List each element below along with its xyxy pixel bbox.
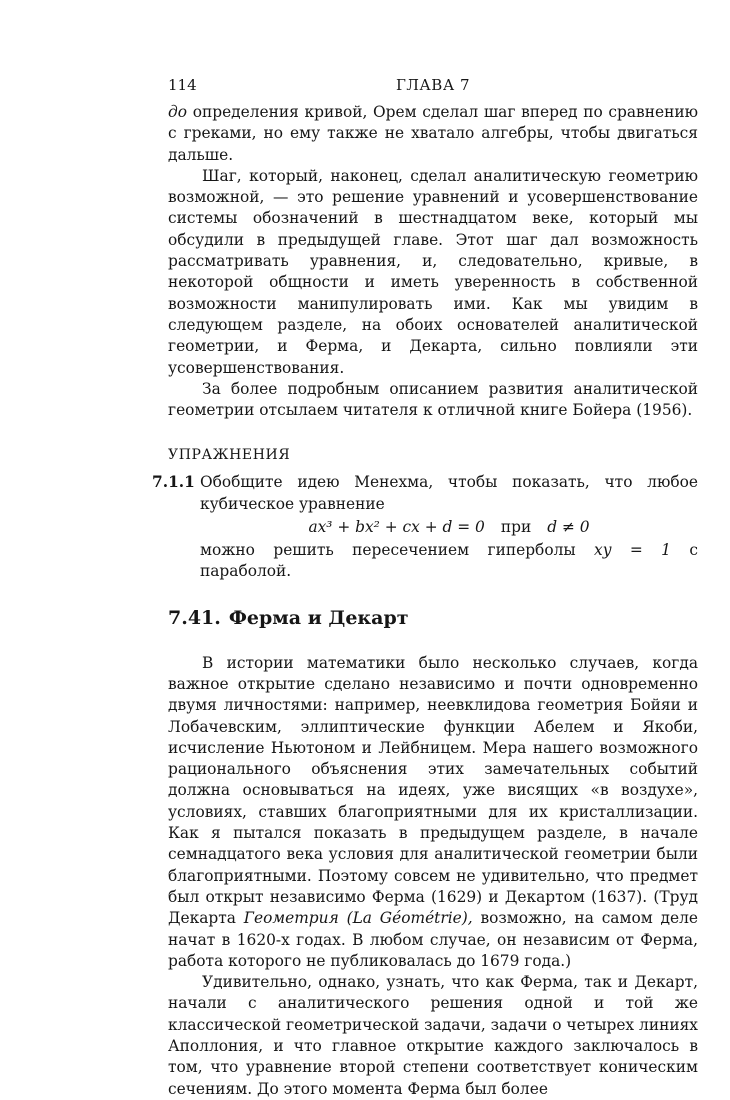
paragraph: Удивительно, однако, узнать, что как Ферма, так и Декарт, начали с аналитического решения одной и той же классической геометрической задачи, задачи о четырех линиях Аполлония, и что главное открытие каждого заключалось в том, что уравнение второй степени соответствует коническим сечениям. До этого момента Ферма был более (168, 973, 698, 1098)
page-number: 114 (168, 76, 197, 94)
book-title-italic: Геометрия (La Géométrie), (243, 909, 473, 928)
followup-text-end: с параболой. (200, 541, 698, 581)
formula-equation: ax³ + bx² + cx + d = 0 (308, 518, 485, 537)
italic-lead: до (168, 103, 188, 121)
paragraph: Шаг, который, наконец, сделал аналитическую геометрию возможной, — это решение уравнений и усовершенствование системы обозначений в шестнадцатом веке, который мы обсудили в предыдущей главе. Этот шаг дал возможность рассматривать уравнения, и, следовательно, кривые, в некоторой общности и иметь уверенность в собственной возможности манипулировать ими. Как мы увидим в следующем разделе, на обоих основателей аналитической геометрии, и Ферма, и Декарта, сильно повлияли эти усовершенствования. (168, 166, 698, 377)
formula-condition: d ≠ 0 (547, 518, 590, 537)
paragraph-continuation (168, 102, 698, 166)
book-page (152, 76, 698, 1100)
paragraph (168, 653, 698, 972)
formula-word: при (500, 518, 532, 537)
exercise-followup (200, 540, 698, 583)
paragraph-text: определения кривой, Орем сделал шаг вперед по сравнению с греками, но ему также не хватало алгебры, чтобы двигаться дальше. (168, 103, 698, 164)
section-number: 7.41. (168, 606, 221, 629)
paragraph: За более подробным описанием развития аналитической геометрии отсылаем читателя к отличной книге Бойера (1956). (168, 379, 698, 420)
paragraph-text: В истории математики было несколько случаев, когда важное открытие сделано независимо и почти одновременно двумя личностями: например, неевклидова геометрия Бойяи и Лобачевским, эллиптические функции Абелем и Якоби, исчисление Ньютоном и Лейбницем. Мера нашего возможного рационального объяснения этих замечательных событий должна основываться на идеях, уже висящих «в воздухе», условиях, ставших благоприятными для их кристаллизации. Как я пытался показать в предыдущем разделе, в начале семнадцатого века условия для аналитической геометрии были благоприятными. Поэтому совсем не удивительно, что предмет был открыт независимо Ферма (1629) и Декартом (1637). (Труд Декарта (168, 653, 698, 928)
followup-math: xy = 1 (594, 541, 671, 560)
exercise-text: Обобщите идею Менехма, чтобы показать, что любое кубическое уравнение (200, 473, 698, 513)
page-header (168, 76, 698, 102)
running-head: ГЛАВА 7 (395, 76, 470, 94)
exercise-number: 7.1.1 (152, 473, 195, 492)
followup-text: можно решить пересечением гиперболы (200, 541, 595, 560)
exercises-heading: УПРАЖНЕНИЯ (168, 447, 291, 464)
paragraph-text-end: возможно, на самом деле начат в 1620-х годах. В любом случае, он независим от Ферма, работа которого не публиковалась до 1679 года.) (168, 909, 698, 970)
section-heading (168, 607, 698, 629)
section-title: Ферма и Декарт (228, 606, 409, 629)
exercise-formula (200, 515, 698, 540)
exercise-body (200, 472, 698, 582)
exercise-item (152, 472, 698, 582)
